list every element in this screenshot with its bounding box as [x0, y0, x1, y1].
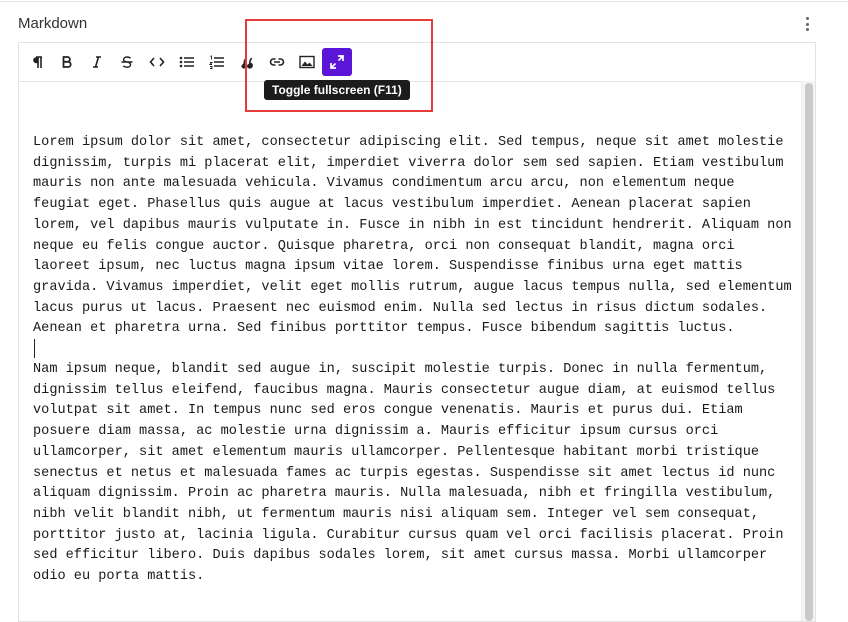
fullscreen-icon	[329, 54, 345, 70]
text-line: porttitor justo at, lacinia ligula. Curabitur cursus quam vel orci facilisis placerat. Proin	[33, 527, 784, 543]
paragraph-2	[33, 360, 793, 588]
text-line: odio eu porta mattis.	[33, 569, 205, 585]
fullscreen-tooltip: Toggle fullscreen (F11)	[264, 80, 410, 100]
text-line: Lorem ipsum dolor sit amet, consectetur adipiscing elit. Sed tempus, neque sit amet molestie	[33, 135, 784, 150]
text-line: aliquam dignissim. Proin ac pharetra mauris. Nulla malesuada, nibh et fringilla vestibulum,	[33, 486, 776, 502]
text-line: dignissim, turpis mi placerat elit, imperdiet viverra dolor sem sed sapien. Etiam vestibulum	[33, 155, 784, 171]
bold-icon	[60, 55, 74, 69]
text-cursor	[34, 339, 35, 358]
text-line: volutpat sit amet. In tempus nunc sed eros congue venenatis. Mauris et purus dui. Etiam	[33, 403, 743, 419]
editor-toolbar	[19, 43, 815, 82]
strikethrough-button[interactable]	[112, 48, 142, 76]
code-button[interactable]	[142, 48, 172, 76]
more-options-icon[interactable]	[799, 14, 815, 34]
text-line: ullamcorper, sit amet elementum mauris ullamcorper. Pellentesque habitant morbi tristique	[33, 444, 760, 460]
numbered-list-button[interactable]	[202, 48, 232, 76]
text-line: lorem, vel dapibus mauris vulputate in. Fusce in nibh in est tincidunt hendrerit. Aliquam non	[33, 217, 792, 233]
fullscreen-button[interactable]	[322, 48, 352, 76]
bullet-list-button[interactable]	[172, 48, 202, 76]
heading-button[interactable]	[22, 48, 52, 76]
link-icon	[269, 55, 285, 69]
link-button[interactable]	[262, 48, 292, 76]
text-line: sed efficitur libero. Duis dapibus sodales lorem, sit amet cursus massa. Morbi ullamcorper	[33, 548, 768, 564]
text-line: laoreet ipsum, nec luctus magna ipsum vitae lorem. Suspendisse finibus urna eget mattis	[33, 259, 743, 275]
scrollbar-thumb[interactable]	[805, 83, 813, 621]
quote-button[interactable]	[232, 48, 262, 76]
quote-icon	[240, 55, 254, 69]
text-line: nibh velit blandit nibh, ut fermentum mauris nisi aliquam sem. Integer vel sem consequat,	[33, 506, 760, 522]
text-line: neque eu felis congue auctor. Quisque pharetra, orci non consequat blandit, magna orci	[33, 238, 735, 254]
code-icon	[149, 55, 165, 69]
text-line: lacus purus ut lacus. Praesent nec euismod enim. Nulla sed lectus in risus dictum sodales.	[33, 300, 768, 316]
text-line: gravida. Vivamus imperdiet, velit eget mollis rutrum, augue lacus tempus nulla, sed elementum	[33, 279, 792, 295]
text-line: feugiat eget. Phasellus quis augue at lacus vestibulum imperdiet. Aenean placerat sapien	[33, 197, 751, 213]
italic-icon	[90, 55, 104, 69]
heading-icon	[30, 55, 44, 69]
top-divider	[0, 1, 848, 2]
paragraph-1	[33, 133, 793, 340]
numbered-list-icon	[209, 55, 225, 69]
text-line: Nam ipsum neque, blandit sed augue in, suscipit molestie turpis. Donec in nulla fermentum,	[33, 362, 768, 377]
text-line: dignissim tellus eleifend, faucibus magna. Mauris consectetur augue diam, at euismod tellus	[33, 382, 776, 398]
text-line: posuere diam massa, ac molestie urna dignissim a. Mauris efficitur ipsum cursus orci	[33, 424, 719, 440]
image-button[interactable]	[292, 48, 322, 76]
strikethrough-icon	[120, 55, 134, 69]
italic-button[interactable]	[82, 48, 112, 76]
image-icon	[299, 55, 315, 69]
editor-text-area[interactable]	[19, 81, 815, 621]
field-label: Markdown	[18, 15, 88, 32]
text-line: mauris non ante malesuada vehicula. Vivamus condimentum arcu arcu, non elementum neque	[33, 176, 735, 192]
bullet-list-icon	[179, 55, 195, 69]
text-line: Aenean et pharetra urna. Sed finibus porttitor tempus. Fusce bibendum sagittis luctus.	[33, 321, 735, 337]
text-line: senectus et netus et malesuada fames ac turpis egestas. Suspendisse sit amet lectus id nunc	[33, 465, 776, 481]
markdown-editor	[18, 42, 816, 622]
scrollbar[interactable]	[801, 81, 815, 621]
bold-button[interactable]	[52, 48, 82, 76]
